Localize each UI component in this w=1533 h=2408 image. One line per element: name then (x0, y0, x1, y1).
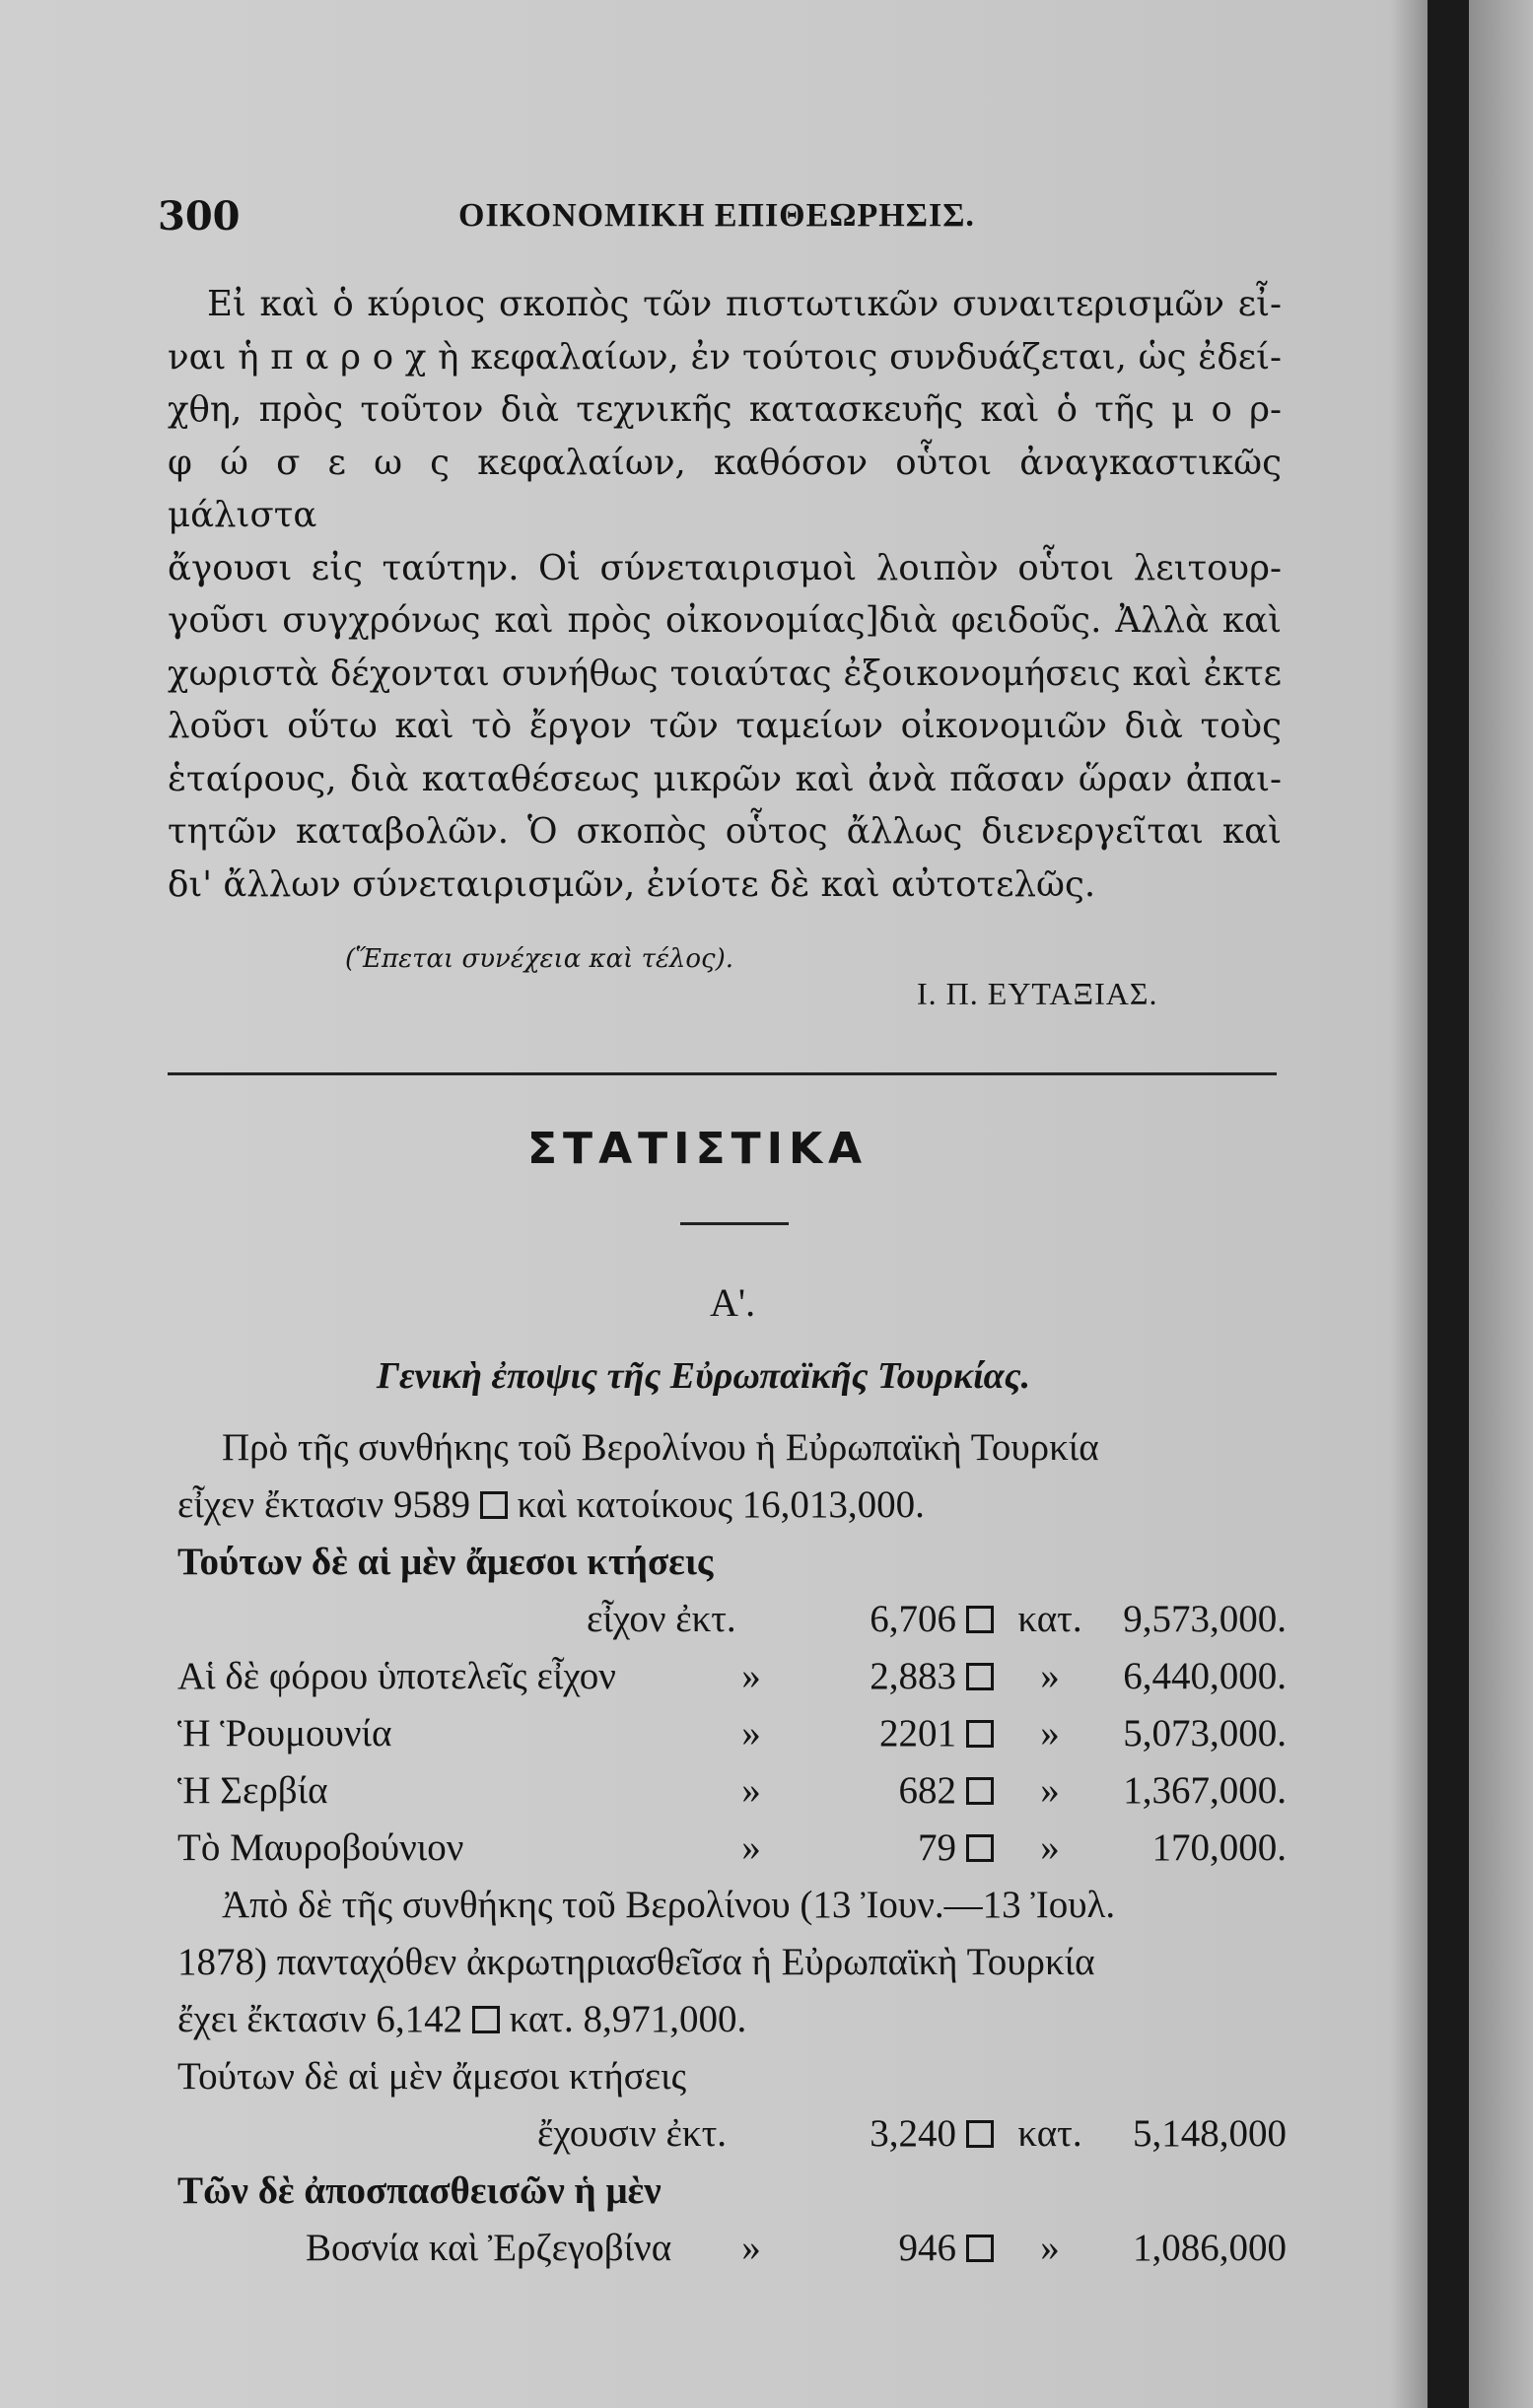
adjacent-page-edge (1469, 0, 1533, 2408)
title-rule (680, 1222, 789, 1225)
direct-heading: Τούτων δὲ αἱ μὲν ἄμεσοι κτήσεις (177, 1541, 714, 1583)
text-line: φ ώ σ ε ω ς κεφαλαίων, καθόσον οὗτοι ἀναγκαστικῶς μάλιστα (168, 442, 1282, 535)
section-title: ΣΤΑΤΙΣΤΙΚΑ (527, 1124, 869, 1174)
text-line: χωριστὰ δέχονται συνήθως τοιαύτας ἐξοικονομήσεις καὶ ἐκτε (168, 653, 1282, 694)
population-prefix: κατ. (1017, 2112, 1082, 2155)
table-row (177, 2220, 1287, 2277)
ditto-mark: » (1040, 2227, 1060, 2269)
text-line: ἑταίρους, διὰ καταθέσεως μικρῶν καὶ ἀνὰ πᾶσαν ὥραν ἀπαι- (168, 758, 1282, 799)
population-value: 170,000. (1151, 1826, 1287, 1869)
detached-heading: Τῶν δὲ ἀποσπασθεισῶν ἡ μὲν (177, 2169, 662, 2212)
table-row (177, 1648, 1287, 1705)
row-prefix: εἶχον ἐκτ. (587, 1598, 736, 1640)
population-value: 9,573,000. (1123, 1598, 1287, 1640)
after-text: Ἀπὸ δὲ τῆς συνθήκης τοῦ Βερολίνου (13 Ἰουν.—13 Ἰουλ. (222, 1884, 1116, 1926)
square-unit-icon (472, 2006, 500, 2033)
square-unit-icon (966, 1834, 994, 1862)
row-label: Ἡ Σερβία (177, 1769, 328, 1812)
square-unit-icon (966, 1720, 994, 1748)
after-area-text: ἔχει ἔκτασιν 6,142 (177, 1998, 463, 2040)
text-line: ναι ἡ π α ρ ο χ ὴ κεφαλαίων, ἐν τούτοις συνδυάζεται, ὡς ἐδεί- (168, 336, 1282, 378)
article-body (168, 278, 1282, 911)
table-row (177, 2105, 1287, 2163)
text-line: λοῦσι οὕτω καὶ τὸ ἔργον τῶν ταμείων οἰκονομιῶν διὰ τοὺς (168, 706, 1282, 746)
intro-population-text: καὶ κατοίκους 16,013,000. (517, 1483, 925, 1526)
intro-text (177, 1477, 925, 1534)
table-row (177, 1820, 1287, 1877)
page-number: 300 (158, 193, 241, 240)
area-value: 2201 (879, 1712, 956, 1754)
running-title: ΟΙΚΟΝΟΜΙΚΗ ΕΠΙΘΕΩΡΗΣΙΣ. (458, 197, 975, 234)
text-line (177, 1991, 1282, 2048)
subsection-title: Γενικὴ ἐποψις τῆς Εὐρωπαϊκῆς Τουρκίας. (377, 1355, 1031, 1397)
after-text (177, 1991, 746, 2048)
ditto-mark: » (741, 1826, 761, 1869)
area-value: 682 (898, 1769, 956, 1812)
square-unit-icon (966, 1606, 994, 1633)
text-line: Εἰ καὶ ὁ κύριος σκοπὸς τῶν πιστωτικῶν συναιτερισμῶν εἶ- (207, 284, 1282, 324)
text-line: χθη, πρὸς τοῦτον διὰ τεχνικῆς κατασκευῆς καὶ ὁ τῆς μ ο ρ- (168, 389, 1282, 430)
intro-line (177, 1419, 1282, 1477)
population-prefix: κατ. (1017, 1598, 1082, 1640)
text-line: τητῶν καταβολῶν. Ὁ σκοπὸς οὗτος ἄλλως διενεργεῖται καὶ (168, 811, 1282, 852)
gutter-shadow (1390, 0, 1428, 2408)
ditto-mark: » (1040, 1712, 1060, 1754)
section-divider (168, 1072, 1277, 1075)
ditto-mark: » (741, 2227, 761, 2269)
area-value: 3,240 (870, 2112, 956, 2155)
square-unit-icon (966, 2120, 994, 2148)
statistics-block (177, 1419, 1287, 2277)
table-row (177, 1591, 1287, 1648)
ditto-mark: » (741, 1712, 761, 1754)
row-label: Τὸ Μαυροβούνιον (177, 1826, 464, 1869)
table-row (177, 1705, 1287, 1762)
intro-line (177, 1477, 1282, 1534)
area-value: 946 (898, 2227, 956, 2269)
area-value: 79 (918, 1826, 956, 1869)
population-value: 6,440,000. (1123, 1655, 1287, 1697)
direct-heading-line (177, 2048, 1282, 2105)
article-author: Ι. Π. ΕΥΤΑΞΙΑΣ. (917, 976, 1158, 1011)
population-value: 5,148,000 (1133, 2112, 1287, 2155)
population-value: 1,367,000. (1123, 1769, 1287, 1812)
book-gutter (1428, 0, 1469, 2408)
area-value: 6,706 (870, 1598, 956, 1640)
after-text: 1878) πανταχόθεν ἀκρωτηριασθεῖσα ἡ Εὐρωπαϊκὴ Τουρκία (177, 1941, 1095, 1983)
subsection-number: Α'. (710, 1280, 756, 1325)
text-line: γοῦσι συγχρόνως καὶ πρὸς οἰκονομίας]διὰ φειδοῦς. Ἀλλὰ καὶ (168, 600, 1282, 641)
ditto-mark: » (1040, 1769, 1060, 1812)
row-label: Ἡ Ῥουμουνία (177, 1712, 392, 1754)
square-unit-icon (966, 1663, 994, 1690)
ditto-mark: » (1040, 1655, 1060, 1697)
population-value: 1,086,000 (1133, 2227, 1287, 2269)
area-value: 2,883 (870, 1655, 956, 1697)
direct-heading-line (177, 1534, 1282, 1591)
row-label: Βοσνία καὶ Ἐρζεγοβίνα (306, 2227, 672, 2269)
square-unit-icon (966, 1777, 994, 1805)
intro-area-text: εἶχεν ἔκτασιν 9589 (177, 1483, 470, 1526)
table-row (177, 1762, 1287, 1820)
row-label: Αἱ δὲ φόρου ὑποτελεῖς εἶχον (177, 1655, 616, 1697)
square-unit-icon (966, 2235, 994, 2262)
text-line: δι' ἄλλων σύνεταιρισμῶν, ἐνίοτε δὲ καὶ αὐτοτελῶς. (168, 863, 1096, 905)
text-line (177, 1934, 1282, 1991)
population-value: 5,073,000. (1123, 1712, 1287, 1754)
ditto-mark: » (1040, 1826, 1060, 1869)
text-line (177, 1877, 1282, 1934)
square-unit-icon (480, 1491, 508, 1519)
after-population-text: κατ. 8,971,000. (509, 1998, 747, 2040)
continued-note: (Ἕπεται συνέχεια καὶ τέλος). (345, 944, 734, 974)
intro-text: Πρὸ τῆς συνθήκης τοῦ Βερολίνου ἡ Εὐρωπαϊκὴ Τουρκία (222, 1426, 1099, 1469)
page-header (158, 193, 1025, 241)
ditto-mark: » (741, 1655, 761, 1697)
row-prefix: ἔχουσιν ἐκτ. (537, 2112, 727, 2155)
detached-heading-line (177, 2163, 1282, 2220)
ditto-mark: » (741, 1769, 761, 1812)
text-line: ἄγουσι εἰς ταύτην. Οἱ σύνεταιρισμοὶ λοιπὸν οὗτοι λειτουρ- (168, 547, 1282, 588)
after-direct-heading: Τούτων δὲ αἱ μὲν ἄμεσοι κτήσεις (177, 2055, 687, 2098)
